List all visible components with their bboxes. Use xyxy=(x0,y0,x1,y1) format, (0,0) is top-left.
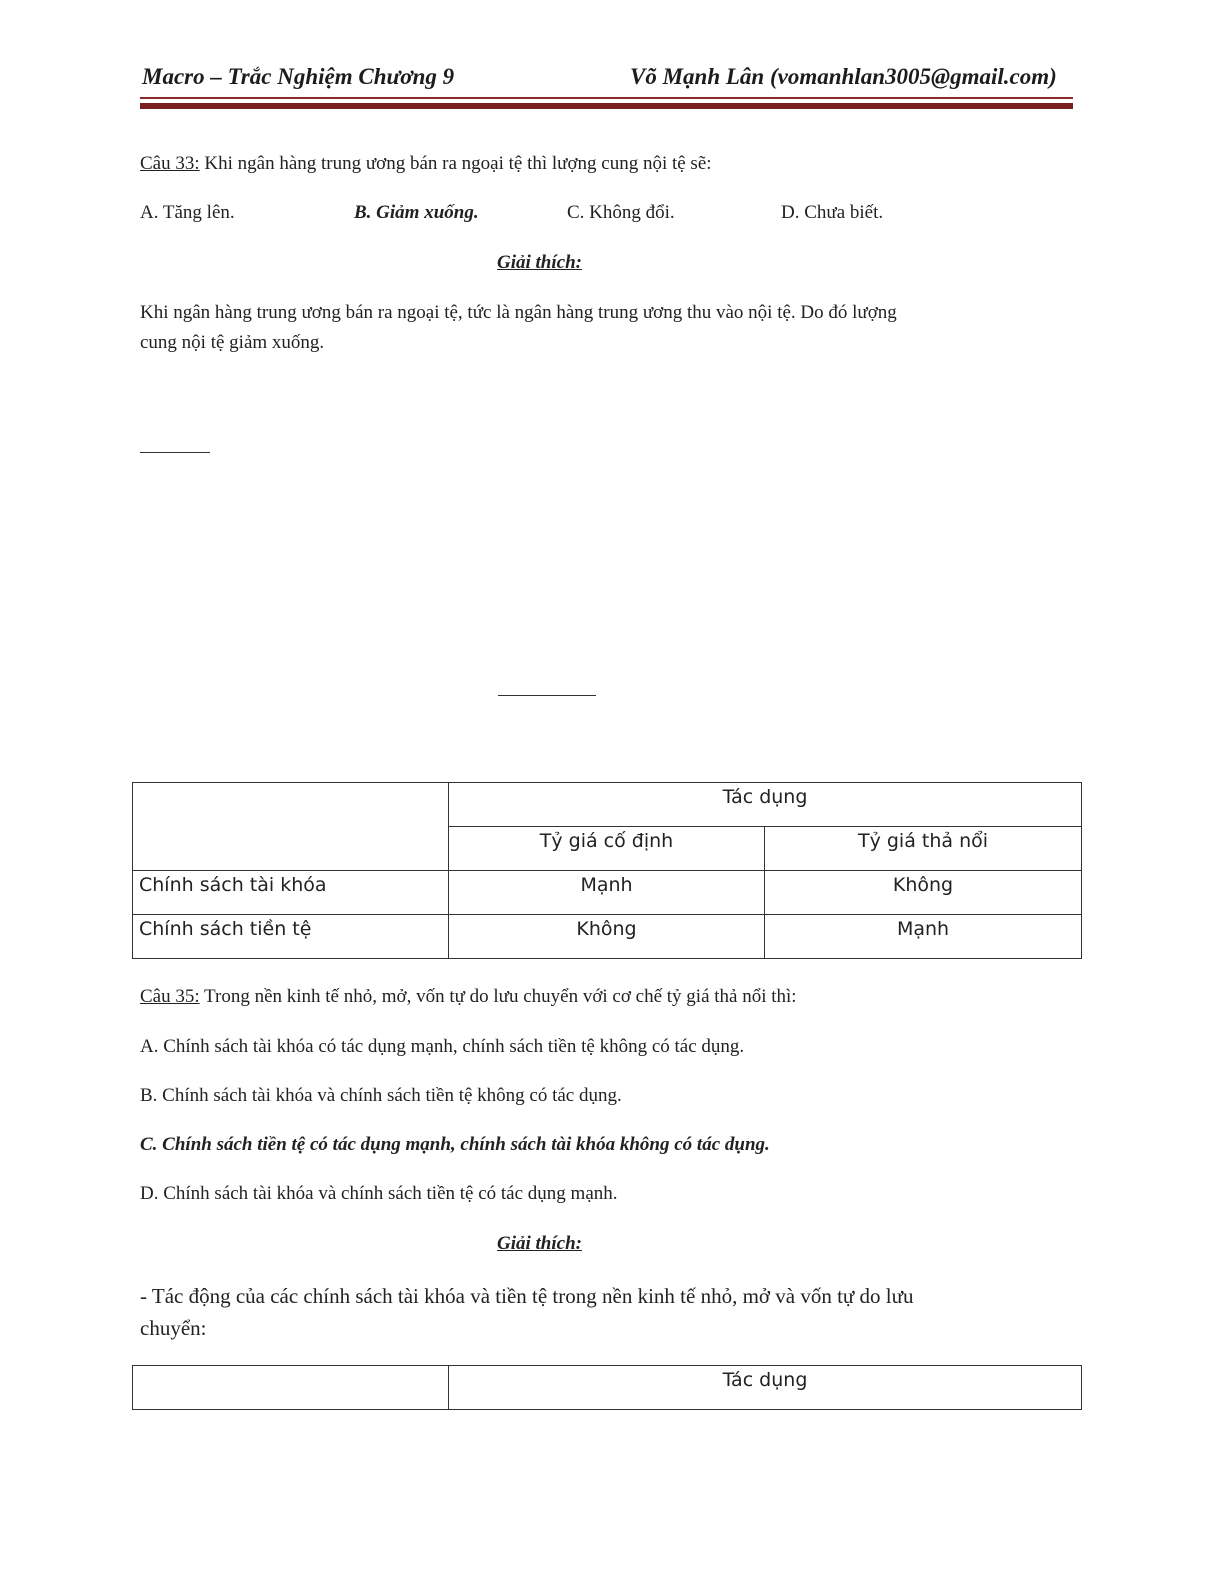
q35-option-c-correct: C. Chính sách tiền tệ có tác dụng mạnh, chính sách tài khóa không có tác dụng. xyxy=(140,1134,770,1155)
q33-explanation-line-1: Khi ngân hàng trung ương bán ra ngoại tệ, tức là ngân hàng trung ương thu vào nội tệ. Do đó lượng xyxy=(140,302,897,323)
q35-option-d: D. Chính sách tài khóa và chính sách tiền tệ có tác dụng mạnh. xyxy=(140,1183,618,1204)
table-col-header-fixed: Tỷ giá cố định xyxy=(449,827,765,871)
q33-option-b-correct: B. Giảm xuống. xyxy=(354,202,479,223)
table-cell: Không xyxy=(765,871,1082,915)
table-cell: Mạnh xyxy=(765,915,1082,959)
table-cell: Mạnh xyxy=(449,871,765,915)
q33-explain-heading: Giải thích: xyxy=(497,252,582,273)
q33-option-d: D. Chưa biết. xyxy=(781,202,884,223)
table-col-header-floating: Tỷ giá thả nổi xyxy=(765,827,1082,871)
header-rule-thin xyxy=(140,97,1073,99)
table-row xyxy=(133,915,1082,959)
table-row xyxy=(133,783,1082,827)
q33-option-c: C. Không đổi. xyxy=(567,202,675,223)
table-row-label: Chính sách tài khóa xyxy=(133,871,449,915)
q35-option-b: B. Chính sách tài khóa và chính sách tiền tệ không có tác dụng. xyxy=(140,1085,622,1106)
table-corner-cell xyxy=(133,783,449,871)
q33-option-a: A. Tăng lên. xyxy=(140,202,235,223)
question-33-text: Khi ngân hàng trung ương bán ra ngoại tệ thì lượng cung nội tệ sẽ: xyxy=(199,153,712,174)
table-row xyxy=(133,1366,1082,1410)
effect-table-1 xyxy=(132,782,1082,959)
q33-explanation-line-2: cung nội tệ giảm xuống. xyxy=(140,332,325,353)
q33-explanation xyxy=(140,298,1080,358)
question-35 xyxy=(140,986,797,1008)
question-35-label: Câu 35: xyxy=(140,986,200,1007)
header-rule-thick xyxy=(140,103,1073,109)
table-corner-cell xyxy=(133,1366,449,1410)
table-cell: Không xyxy=(449,915,765,959)
question-33 xyxy=(140,153,712,175)
question-35-text: Trong nền kinh tế nhỏ, mở, vốn tự do lưu chuyển với cơ chế tỷ giá thả nổi thì: xyxy=(199,986,797,1007)
effect-table-2 xyxy=(132,1365,1082,1410)
short-underline-2 xyxy=(498,695,596,696)
table-group-header: Tác dụng xyxy=(449,783,1082,827)
q35-option-a: A. Chính sách tài khóa có tác dụng mạnh, chính sách tiền tệ không có tác dụng. xyxy=(140,1036,745,1057)
q35-explanation-line-2: chuyển: xyxy=(140,1316,207,1340)
q35-explain-heading: Giải thích: xyxy=(497,1233,582,1254)
table-row-label: Chính sách tiền tệ xyxy=(133,915,449,959)
short-underline-1 xyxy=(140,452,210,453)
table-group-header: Tác dụng xyxy=(449,1366,1082,1410)
question-33-label: Câu 33: xyxy=(140,153,200,174)
header-author: Võ Mạnh Lân (vomanhlan3005@gmail.com) xyxy=(630,64,1057,89)
q35-explanation xyxy=(140,1280,1080,1344)
table-row xyxy=(133,871,1082,915)
header-title: Macro – Trắc Nghiệm Chương 9 xyxy=(142,64,455,89)
q35-explanation-line-1: - Tác động của các chính sách tài khóa và tiền tệ trong nền kinh tế nhỏ, mở và vốn tự do lưu xyxy=(140,1284,914,1308)
